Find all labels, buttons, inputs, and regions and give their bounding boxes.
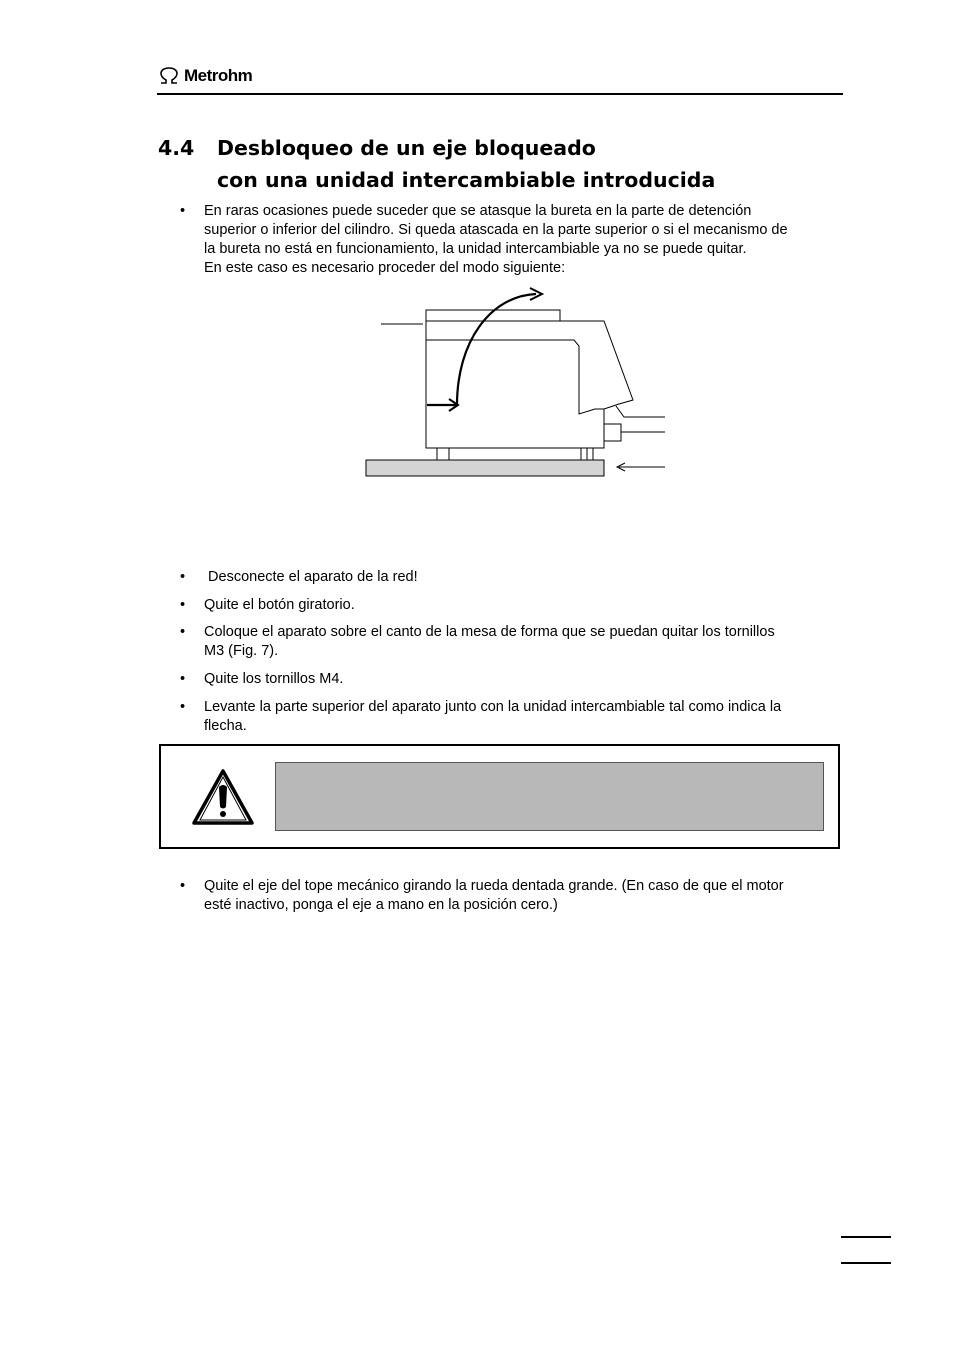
step-text: Coloque el aparato sobre el canto de la mesa de forma que se puedan quitar los tornillos bbox=[204, 624, 775, 640]
step-item bbox=[180, 623, 840, 661]
footer-rule bbox=[841, 1236, 891, 1238]
bullet-dot: • bbox=[180, 624, 186, 640]
warning-panel bbox=[275, 762, 824, 831]
lift-arrow bbox=[457, 294, 536, 405]
section-title-line1: Desbloqueo de un eje bloqueado bbox=[217, 136, 596, 160]
step-text: Quite el botón giratorio. bbox=[204, 597, 355, 613]
intro-line: la bureta no está en funcionamiento, la unidad intercambiable ya no se puede quitar. bbox=[204, 241, 747, 257]
brand-name: Metrohm bbox=[184, 66, 253, 85]
warning-triangle-icon bbox=[191, 768, 255, 826]
section-number: 4.4 bbox=[158, 136, 195, 160]
omega-logo-icon bbox=[158, 67, 180, 85]
intro-line: En raras ocasiones puede suceder que se atasque la bureta en la parte de detención bbox=[204, 203, 752, 219]
intro-line: superior o inferior del cilindro. Si queda atascada en la parte superior o si el mecanismo de bbox=[204, 222, 788, 238]
step-text: M3 (Fig. 7). bbox=[204, 643, 279, 659]
step-item bbox=[180, 698, 840, 736]
bullet-dot: • bbox=[180, 878, 186, 894]
footer-rule bbox=[841, 1262, 891, 1264]
step-text: Quite los tornillos M4. bbox=[204, 671, 344, 687]
step-item bbox=[180, 877, 840, 915]
rotary-knob bbox=[604, 424, 621, 441]
step-item bbox=[180, 670, 840, 689]
housing-step bbox=[426, 340, 604, 414]
step-item bbox=[180, 596, 840, 615]
step-text: Quite el eje del tope mecánico girando la rueda dentada grande. (En caso de que el motor bbox=[204, 878, 784, 894]
section-title-line2: con una unidad intercambiable introducida bbox=[217, 168, 716, 192]
device-figure bbox=[360, 282, 680, 487]
metrohm-logo bbox=[158, 66, 252, 86]
step-item bbox=[180, 568, 840, 587]
bullet-dot: • bbox=[180, 671, 186, 687]
bullet-dot: • bbox=[180, 203, 186, 219]
callout-line bbox=[616, 406, 665, 417]
step-text: Desconecte el aparato de la red! bbox=[204, 569, 418, 585]
table-plate bbox=[366, 460, 604, 476]
intro-line: En este caso es necesario proceder del modo siguiente: bbox=[204, 260, 566, 276]
warning-box bbox=[159, 744, 840, 849]
step-text: flecha. bbox=[204, 718, 247, 734]
header-rule bbox=[157, 93, 843, 95]
step-text: esté inactivo, ponga el eje a mano en la posición cero.) bbox=[204, 897, 558, 913]
intro-paragraph bbox=[180, 202, 840, 278]
bullet-dot: • bbox=[180, 699, 186, 715]
device-foot bbox=[437, 448, 449, 460]
step-text: Levante la parte superior del aparato junto con la unidad intercambiable tal como indica la bbox=[204, 699, 782, 715]
bullet-dot: • bbox=[180, 569, 186, 585]
bullet-dot: • bbox=[180, 597, 186, 613]
